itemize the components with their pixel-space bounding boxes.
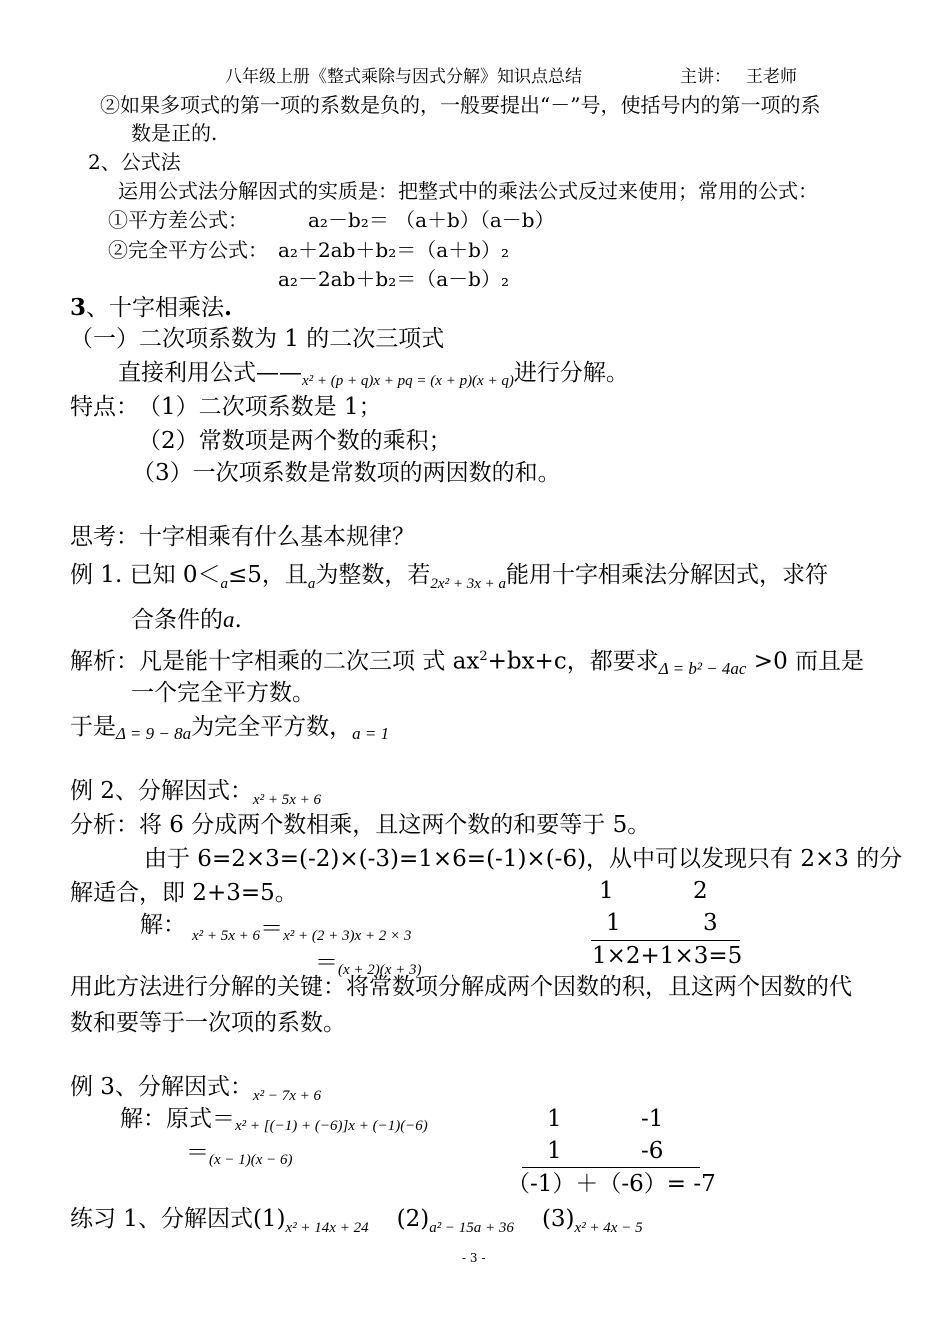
practice-expr-3: x² + 4x − 5 bbox=[574, 1220, 643, 1236]
rule2-line1: ②如果多项式的第一项的系数是负的，一般要提出“－”号，使括号内的第一项的系 bbox=[100, 93, 821, 117]
header-title: 八年级上册《整式乘除与因式分解》知识点总结 bbox=[225, 67, 582, 87]
example2-sol-eq1: ＝ bbox=[260, 916, 284, 942]
cross-method-heading-num: 3 bbox=[70, 294, 87, 321]
example1-var-a-3: a bbox=[223, 607, 235, 632]
example3-sol-eq: ＝ bbox=[186, 1140, 209, 1166]
practice-label: 练习 1、分解因式(1) bbox=[70, 1206, 286, 1232]
example3-cross-r2c1: 1 bbox=[547, 1138, 562, 1164]
example3-title: 例 3、分解因式： bbox=[70, 1074, 253, 1100]
example1-conclusion-answer: a = 1 bbox=[352, 724, 390, 743]
example2-sol-line2 bbox=[315, 950, 422, 978]
example3-title-line bbox=[70, 1074, 322, 1104]
cross-method-heading-text: 、十字相乘法 bbox=[86, 295, 225, 321]
practice-expr-2: a² − 15a + 36 bbox=[429, 1220, 514, 1236]
cross-method-heading-dot: . bbox=[224, 294, 233, 321]
example2-analysis: 分析：将 6 分成两个数相乘，且这两个数的和要等于 5。 bbox=[70, 812, 651, 838]
example3-cross-sum: （-1）＋（-6）= -7 bbox=[507, 1171, 716, 1197]
example1-p4: 能用十字相乘法分解因式，求符 bbox=[505, 562, 828, 588]
example1-line1 bbox=[70, 562, 828, 592]
example3-sol-line2 bbox=[186, 1140, 293, 1168]
direct-formula-prefix: 直接利用公式—— bbox=[118, 360, 302, 386]
example2-sol-result: (x + 2)(x + 3) bbox=[338, 962, 422, 978]
example1-analysis-p3: >0 而且是 bbox=[746, 648, 865, 675]
perfect-square-formula-2: a₂－2ab＋b₂＝（a－b）₂ bbox=[278, 267, 509, 291]
example1-line2-prefix: 合条件的 bbox=[131, 607, 223, 633]
formula-method-essence: 运用公式法分解因式的实质是：把整式中的乘法公式反过来使用；常用的公式： bbox=[118, 179, 818, 203]
example3-sol-line1 bbox=[120, 1106, 428, 1134]
direct-formula-line bbox=[118, 360, 629, 389]
example2-key-line1: 用此方法进行分解的关键：将常数项分解成两个因数的积，且这两个因数的代 bbox=[70, 974, 852, 1000]
example3-cross-r1c2: -1 bbox=[641, 1106, 664, 1132]
header-lecturer: 王老师 bbox=[746, 67, 797, 87]
example2-cross-r2c2: 3 bbox=[703, 910, 718, 936]
perfect-square-formula-1: a₂＋2ab＋b₂＝（a＋b）₂ bbox=[278, 238, 509, 262]
rule2-line2: 数是正的. bbox=[131, 121, 218, 145]
header-lecturer-label: 主讲： bbox=[680, 67, 731, 87]
feature-label: 特点： bbox=[70, 394, 139, 420]
formula-method-heading: 2、公式法 bbox=[88, 150, 181, 174]
think-question: 思考：十字相乘有什么基本规律？ bbox=[70, 524, 415, 550]
example2-sol-label: 解： bbox=[140, 912, 186, 938]
example2-cross-r1c1: 1 bbox=[599, 878, 614, 904]
example2-title: 例 2、分解因式： bbox=[70, 778, 253, 804]
practice-line bbox=[70, 1206, 643, 1236]
direct-formula: x² + (p + q)x + pq = (x + p)(x + q) bbox=[302, 373, 514, 389]
example2-expr: x² + 5x + 6 bbox=[252, 792, 322, 808]
example1-p3: 为整数，若 bbox=[315, 562, 431, 588]
example2-title-line bbox=[70, 778, 322, 808]
practice-label-3: (3) bbox=[541, 1206, 575, 1232]
cross-method-subheading: （一）二次项系数为 1 的二次三项式 bbox=[70, 326, 445, 352]
example1-var-a-2: a bbox=[307, 576, 316, 592]
page-number: - 3 - bbox=[462, 1251, 486, 1265]
perfect-square-label: ②完全平方公式： bbox=[108, 238, 268, 262]
example1-var-a: a bbox=[220, 576, 229, 592]
practice-label-2: (2) bbox=[396, 1206, 430, 1232]
example1-analysis-line1 bbox=[70, 648, 865, 678]
example2-reason-line1: 由于 6=2×3=(-2)×(-3)=1×6=(-1)×(-6)，从中可以发现只有 2×3 的分 bbox=[144, 846, 903, 872]
example1-conclusion bbox=[70, 714, 390, 743]
example1-analysis-p1: 解析：凡是能十字相乘的二次三项 式 ax bbox=[70, 648, 480, 675]
example3-sol-result: (x − 1)(x − 6) bbox=[209, 1152, 293, 1168]
example1-delta-formula: Δ = b² − 4ac bbox=[658, 658, 747, 678]
example2-key-line2: 数和要等于一次项的系数。 bbox=[70, 1010, 346, 1036]
direct-formula-suffix: 进行分解。 bbox=[513, 360, 629, 386]
example1-expr: 2x² + 3x + a bbox=[430, 576, 506, 592]
example2-sol-eq2: ＝ bbox=[315, 950, 338, 976]
example3-expr: x² − 7x + 6 bbox=[252, 1088, 322, 1104]
practice-expr-1: x² + 14x + 24 bbox=[285, 1220, 369, 1236]
example2-cross-divider bbox=[591, 940, 740, 941]
example1-analysis-sup: 2 bbox=[479, 649, 488, 664]
feature-3: （3）一次项系数是常数项的两因数的和。 bbox=[132, 460, 561, 486]
example1-line2 bbox=[131, 608, 242, 632]
example3-sol-label: 解：原式＝ bbox=[120, 1106, 235, 1132]
example2-cross-r2c1: 1 bbox=[606, 910, 621, 936]
example1-p2: ≤5，且 bbox=[228, 562, 308, 588]
example2-sol-line1 bbox=[192, 916, 412, 944]
example1-conclusion-delta: Δ = 9 − 8a bbox=[116, 724, 192, 743]
example1-analysis-line2: 一个完全平方数。 bbox=[131, 680, 315, 706]
example1-p1: 例 1. 已知 0＜ bbox=[70, 562, 221, 588]
feature-1: （1）二次项系数是 1； bbox=[138, 394, 382, 420]
diff-squares-label: ①平方差公式： bbox=[108, 208, 248, 232]
example1-conclusion-mid: 为完全平方数， bbox=[191, 714, 353, 740]
diff-squares-formula: a₂－b₂＝ （a＋b）（a－b） bbox=[308, 208, 555, 232]
example2-sol-expr: x² + 5x + 6 bbox=[192, 928, 261, 944]
example1-conclusion-prefix: 于是 bbox=[70, 714, 116, 740]
example3-cross-divider bbox=[522, 1167, 700, 1168]
example2-sol-expand: x² + (2 + 3)x + 2 × 3 bbox=[283, 928, 412, 944]
feature-2: （2）常数项是两个数的乘积； bbox=[138, 428, 452, 454]
example3-sol-expand: x² + [(−1) + (−6)]x + (−1)(−6) bbox=[235, 1118, 428, 1134]
example1-analysis-p2: +bx+c，都要求 bbox=[487, 648, 659, 675]
example3-cross-r1c1: 1 bbox=[547, 1106, 562, 1132]
example3-cross-r2c2: -6 bbox=[641, 1138, 664, 1164]
example2-reason-line2: 解适合，即 2+3=5。 bbox=[70, 880, 298, 906]
example2-cross-r1c2: 2 bbox=[693, 878, 708, 904]
example2-cross-sum: 1×2+1×3=5 bbox=[592, 943, 743, 969]
example1-line2-suffix: . bbox=[234, 607, 242, 633]
cross-method-heading bbox=[70, 296, 232, 320]
